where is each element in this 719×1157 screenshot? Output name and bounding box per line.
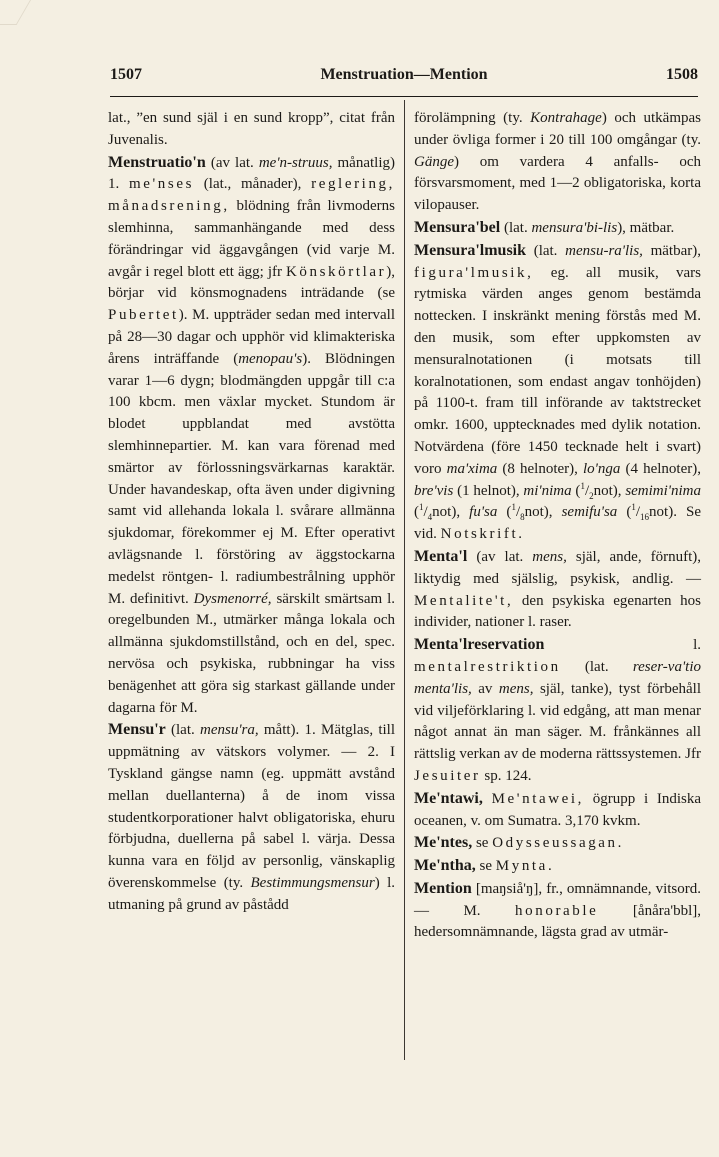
continuation-text-right: förolämpning (ty. Kontrahage) och utkämpas under övliga former i 20 till 100 omgångar (ty. Gänge) om vardera 4 anfalls- och försvarsmoment, med 1—2 obligatoriska, korta vilopauser. [414,110,701,214]
headword-mentes: Me'ntes, [414,834,473,852]
cross-ref-jesuiter[interactable]: Jesuiter [414,767,481,784]
entry-mensuralmusik: Mensura'lmusik (lat. mensu-ra'lis, mätbar), figura'lmusik, eg. all musik, vars rytmiska värden anges genom bestämda nottecken. I inskränkt mening förstås med M. den musik, som efter uppkomsten av mensuralnotationen (i motsats till koralnotationen, som endast angav tonhöjden) på 1100-t. fram till införande av taktstrecket omkr. 1600, upptecknades med dylik notation. Notvärdena (före 1450 tecknade helt i svart) voro ma'xima (8 helnoter), lo'nga (4 helnoter), bre'vis (1 helnot), mi'nima $(^1/_2not)$, semimi'nima $(^1/_4not)$, fu'sa $(^1/_8not)$, semifu'sa $(^1/_{16}not)$. Se vid. Notskrift. [414,241,702,543]
entry-mention: Mention [maŋsiå'ŋ], fr., omnämnande, vitsord. — M. honorable [ånåra'bbl], hedersomnämnande, lägsta grad av utmär- [414,879,701,941]
cross-ref-konskortlar[interactable]: Könskörtlar [285,263,387,280]
entry-mentha: Me'ntha, se Mynta. [414,857,552,875]
headword-menstruation: Menstruatio'n [108,153,206,171]
entry-mentes: Me'ntes, se Odysseussagan. [414,834,622,852]
cross-ref-odysseussagan[interactable]: Odysseussagan [492,835,618,852]
continuation-text: lat., ”en sund själ i en sund kropp”, citat från Juvenalis. [108,110,395,148]
headword-mensuralmusik: Mensura'lmusik [414,241,527,259]
entry-mentawi: Me'ntawi, Me'ntawei, ögrupp i Indiska oceanen, v. om Sumatra. 3,170 kvkm. [414,789,701,829]
column-right [414,108,701,944]
headword-mental: Menta'l [414,547,468,565]
entry-menstruation: Menstruatio'n (av lat. me'n-struus, månatlig) 1. me'nses (lat., månader), reglering, månadsrening, blödning från livmoderns slemhinna, sammanhängande med dess förändringar vid äggavgången (vid varje M. avgår i regel blott ett ägg; jfr Könskörtlar), börjar vid könsmognadens inträdande (se Pubertet). M. uppträder sedan med intervall på 28—30 dagar och upphör vid klimakteriska årens inträffande (menopau's). Blödningen varar 1—6 dygn; blodmängden uppgår till c:a 100 kbcm. men växlar mycket. Stundom är blodet uppblandat med avstötta slemhinnepartier. M. kan vara förenad med smärtor av förlossningsvärkarnas karaktär. Under havandeskap, ofta även under digivning samt vid allehanda lokala l. svårare allmänna sjukdomar, förekommer ej M. Efter operativt avlägsnande l. förstöring av äggstockarna medelst röntgen- l. radiumbestrålning upphör M. definitivt. Dysmenorré, särskilt smärtsam l. oregelbunden M., utmärker många lokala och allmänna sjukdomstillstånd, och en del, spec. nervösa och psykiska, rubbningar ha viss benägenhet att göra sig starkast gällande under dagarna för M. [108,153,395,716]
headword-mensurabel: Mensura'bel [414,218,501,236]
entry-mental: Menta'l (av lat. mens, själ, ande, förnuft), liktydig med själslig, psykisk, andlig. — Mentalite't, den psykiska egenarten hos individer, nationer l. raser. [414,547,701,631]
header-rule [110,96,698,97]
entry-mentalreservation: Menta'lreservation l. mentalrestriktion (lat. reser-va'tio menta'lis, av mens, själ, tanke), tyst förbehåll vid viljeförklaring l. vid edgång, att man menar något annat än man säger. M. frånkännes all rättslig verkan av de moderna rättssystemen. Jfr Jesuiter sp. 124. [414,636,701,784]
running-title: Menstruation—Mention [320,66,488,83]
page-header [110,66,698,90]
headword-mentha: Me'ntha, [414,857,476,875]
headword-mensur: Mensu'r [108,721,166,739]
cross-ref-notskrift[interactable]: Notskrift [440,526,519,543]
column-divider [404,100,405,1060]
page-corner-fold [0,0,31,25]
headword-mention: Mention [414,879,472,897]
page-number-left: 1507 [110,66,142,83]
headword-mentawi: Me'ntawi, [414,789,483,807]
column-left [108,108,395,916]
cross-ref-pubertet[interactable]: Pubertet [108,307,179,324]
cross-ref-mynta[interactable]: Mynta [495,858,548,875]
entry-mensurabel: Mensura'bel (lat. mensura'bi-lis), mätbar. [414,218,675,236]
page-number-right: 1508 [666,66,698,83]
headword-mentalreservation: Menta'lreservation [414,636,545,654]
entry-mensur: Mensu'r (lat. mensu'ra, mått). 1. Mätglas, till uppmätning av vätskors volymer. — 2. I Tyskland gängse namn (eg. uppmätt avstånd mellan duellanterna) å de inom vissa studentkorporationer halvt obligatoriska, ehuru förbjudna, duellerna på sabel l. värja. Dessa kunna vara en följd av personlig, vänskaplig överenskommelse (ty. Bestimmungsmensur) l. utmaning på grund av påstådd [108,721,395,913]
